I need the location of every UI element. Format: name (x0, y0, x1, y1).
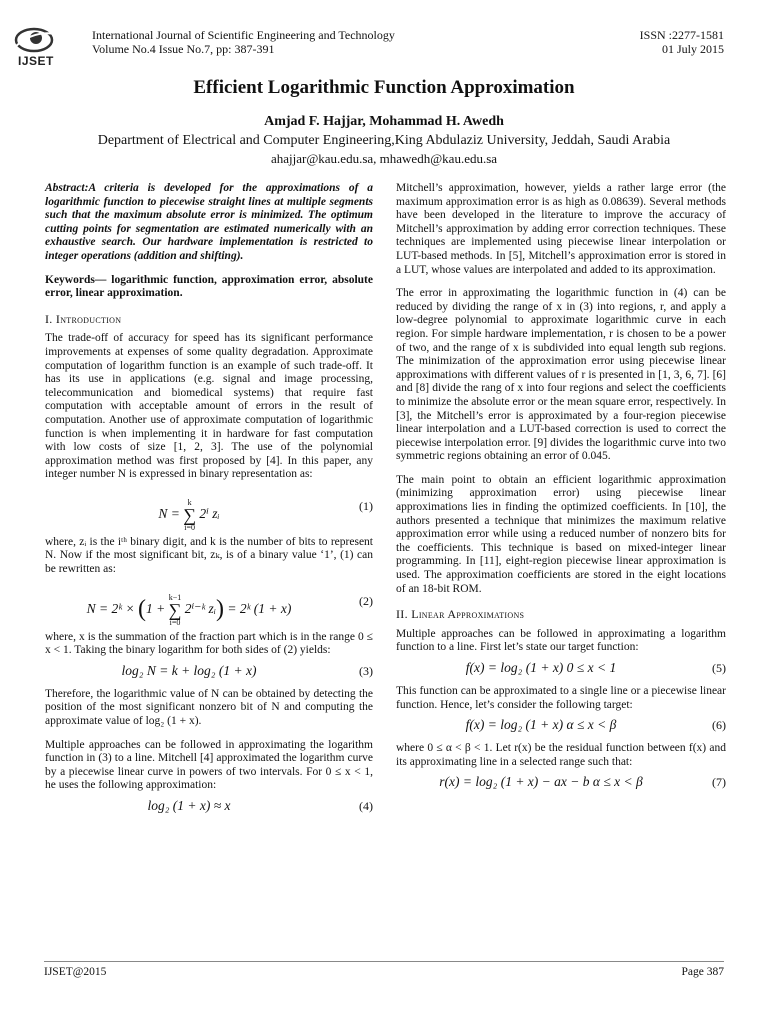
equation-3-math: log₂ N = k + log₂ (1 + x) (121, 662, 257, 678)
equation-4-number: (4) (359, 799, 373, 813)
equation-5-math: f(x) = log₂ (1 + x) 0 ≤ x < 1 (465, 660, 617, 675)
equation-4-math: log₂ (1 + x) ≈ x (147, 798, 231, 813)
equation-2-number: (2) (359, 593, 373, 608)
eq1-sum-bottom: i=0 (184, 522, 195, 532)
right-paragraph-6: where 0 ≤ α < β < 1. Let r(x) be the residual function between f(x) and its approximating line in a selected range such that: (396, 742, 726, 768)
journal-header (12, 26, 724, 72)
equation-6 (396, 716, 726, 738)
left-column (45, 182, 373, 823)
equation-6-number: (6) (712, 718, 726, 733)
summation-icon: k ∑ i=0 (183, 497, 197, 532)
intro-paragraph-5: Multiple approaches can be followed in approximating the logarithm function in (3) to a line. Mitchell [4] approximated the logarithm curve by a piecewise linear curve in powers of two intervals. For 0 ≤ x < 1, he uses the following approximation: (45, 738, 373, 792)
journal-name: International Journal of Scientific Engineering and Technology (92, 28, 395, 42)
intro-paragraph-1: The trade-off of accuracy for speed has its significant performance improvements at expenses of some quality degradation. Approximate computation of logarithm function is an example of such trade-off. It has its use in applications (e.g. signal and image processing, telecommunication and biomedical systems) that require fast computation with acceptable amount of errors in the result of computation. Another use of approximate computation of logarithmic function is when implementing it in hardware for fast computation with low costs of size [1, 2, 3]. The use of the polynomial approximation method was first proposed by [4]. In this paper, any integer number N is expressed in binary representation as: (45, 332, 373, 481)
right-column (396, 182, 726, 799)
section-heading-introduction: I. Introduction (45, 311, 122, 326)
author-affiliation: Department of Electrical and Computer Engineering,King Abdulaziz University, Jeddah, Saudi Arabia (97, 133, 671, 148)
equation-2-math: N = 2ᵏ × (1 + k−1 ∑ i=0 2ⁱ⁻ᵏ zᵢ) = 2ᵏ (1 + x) (86, 592, 292, 627)
eq2-lhs: N = 2ᵏ × (86, 600, 135, 616)
paper-title: Efficient Logarithmic Function Approximation (193, 77, 575, 98)
abstract: Abstract:A criteria is developed for the approximations of a logarithmic function to piecewise straight lines at multiple segments such that the maximum absolute error is minimized. The optimum cutting points for segmentation are estimated numerically with an exhaustive search. Our hardware implementation is restricted to integer operations (addition and shifting). (45, 182, 373, 262)
equation-3-number: (3) (359, 663, 373, 678)
intro-paragraph-4: Therefore, the logarithmic value of N can be obtained by detecting the position of the most significant nonzero bit of N and computing the approximate value of log₂ (1 + x). (45, 687, 373, 728)
equation-1 (45, 486, 373, 532)
issue-date: 01 July 2015 (661, 42, 724, 56)
equation-4 (45, 797, 373, 819)
ijset-logo-icon (12, 26, 72, 56)
ijset-logo (12, 26, 72, 68)
right-paragraph-5: This function can be approximated to a single line or a piecewise linear function. Hence, let’s consider the following target: (396, 685, 726, 711)
journal-volume: Volume No.4 Issue No.7, pp: 387-391 (92, 42, 275, 56)
page-number: Page 387 (681, 966, 724, 978)
right-paragraph-4: Multiple approaches can be followed in approximating a logarithm function to a line. First let’s state our target function: (396, 627, 726, 654)
equation-1-math (45, 498, 333, 532)
issn-info (640, 28, 724, 56)
eq1-term: 2ⁱ zᵢ (199, 505, 220, 521)
section-heading-linear-approximations: II. Linear Approximations (396, 607, 525, 622)
equation-5-number: (5) (712, 661, 726, 675)
journal-info (92, 28, 395, 56)
right-paragraph-1: Mitchell’s approximation, however, yields a rather large error (the maximum approximation error is as high as 0.08639). Several methods have been developed in the literature to improve the accuracy of Mitchell’s approximation by adding error correction techniques. These techniques are implemented using piecewise linear interpolation or LUT-based methods. In [5], Mitchell’s approximation error is stored in a LUT, whose values are interpolated and added to its approximation. (396, 182, 726, 276)
eq1-lhs: N = (158, 505, 180, 521)
eq2-sum-bottom: i=0 (169, 617, 181, 627)
intro-paragraph-3: where, x is the summation of the fraction part which is in the range 0 ≤ x < 1. Taking the binary logarithm for both sides of (2) yields: (45, 630, 373, 657)
equation-7-number: (7) (712, 775, 726, 790)
equation-5 (396, 659, 726, 681)
eq2-sum-top: k−1 (168, 592, 182, 602)
footer-copyright: IJSET@2015 (44, 966, 107, 978)
equation-7-math: r(x) = log₂ (1 + x) − ax − b α ≤ x < β (439, 774, 643, 790)
right-paragraph-3: The main point to obtain an efficient logarithmic approximation (minimizing approximation error) using piecewise linear approximations lies in finding the optimized coefficients. In [10], the authors presented a technique that minimizes the maximum relative approximation error while using a reduced number of nonzero bits for the coefficients. This technique is based on mixed-integer linear programming. In [11], eight-region piecewise linear approximation is used. The approximation coefficients are stored in the eight locations of an 18-bit ROM. (396, 473, 726, 595)
summation-icon: k−1 ∑ i=0 (168, 592, 182, 627)
eq2-inner-left: 1 + (145, 600, 166, 616)
paper-authors: Amjad F. Hajjar, Mohammad H. Awedh (264, 114, 504, 129)
footer-rule (44, 961, 724, 962)
equation-3 (45, 662, 373, 684)
author-emails: ahajjar@kau.edu.sa, mhawedh@kau.edu.sa (270, 151, 498, 166)
keywords: Keywords— logarithmic function, approximation error, absolute error, linear approximation. (45, 273, 373, 300)
intro-paragraph-2: where, zᵢ is the iᵗʰ binary digit, and k is the number of bits to represent N. Now if the most significant bit, zₖ, is of a binary value ‘1’, (1) can be rewritten as: (45, 535, 373, 576)
equation-6-math: f(x) = log₂ (1 + x) α ≤ x < β (465, 717, 617, 733)
right-paragraph-2: The error in approximating the logarithmic function in (4) can be reduced by dividing the range of x in (3) into regions, r, and apply a low-degree polynomial to approximate logarithmic curve in each region. For simple hardware implementation, r is chosen to be a power of two, and the range of x is subdivided into equal length sub regions. The minimization of the approximation error using piecewise linear approximations with different values of r is presented in [1, 3, 6, 7]. [6] and [8] divide the rang of x into four regions and select the coefficients to minimize the absolute error or the mean square error, respectively. In [3], the Mitchell’s error is approximated by a four-region piecewise linear interpolation and a LUT-based correction is used to correct the piecewise interpolation error. [9] divides the logarithmic curve into two symmetric regions obtaining an error of 0.045. (396, 287, 726, 463)
equation-7 (396, 773, 726, 795)
eq1-sum-top: k (187, 497, 192, 507)
eq2-inner-term: 2ⁱ⁻ᵏ zᵢ (184, 600, 216, 616)
issn: ISSN :2277-1581 (639, 28, 724, 42)
equation-1-number: (1) (359, 498, 373, 513)
logo-text: IJSET (18, 54, 54, 68)
equation-2 (45, 581, 373, 627)
eq2-rhs: = 2ᵏ (1 + x) (227, 600, 292, 616)
